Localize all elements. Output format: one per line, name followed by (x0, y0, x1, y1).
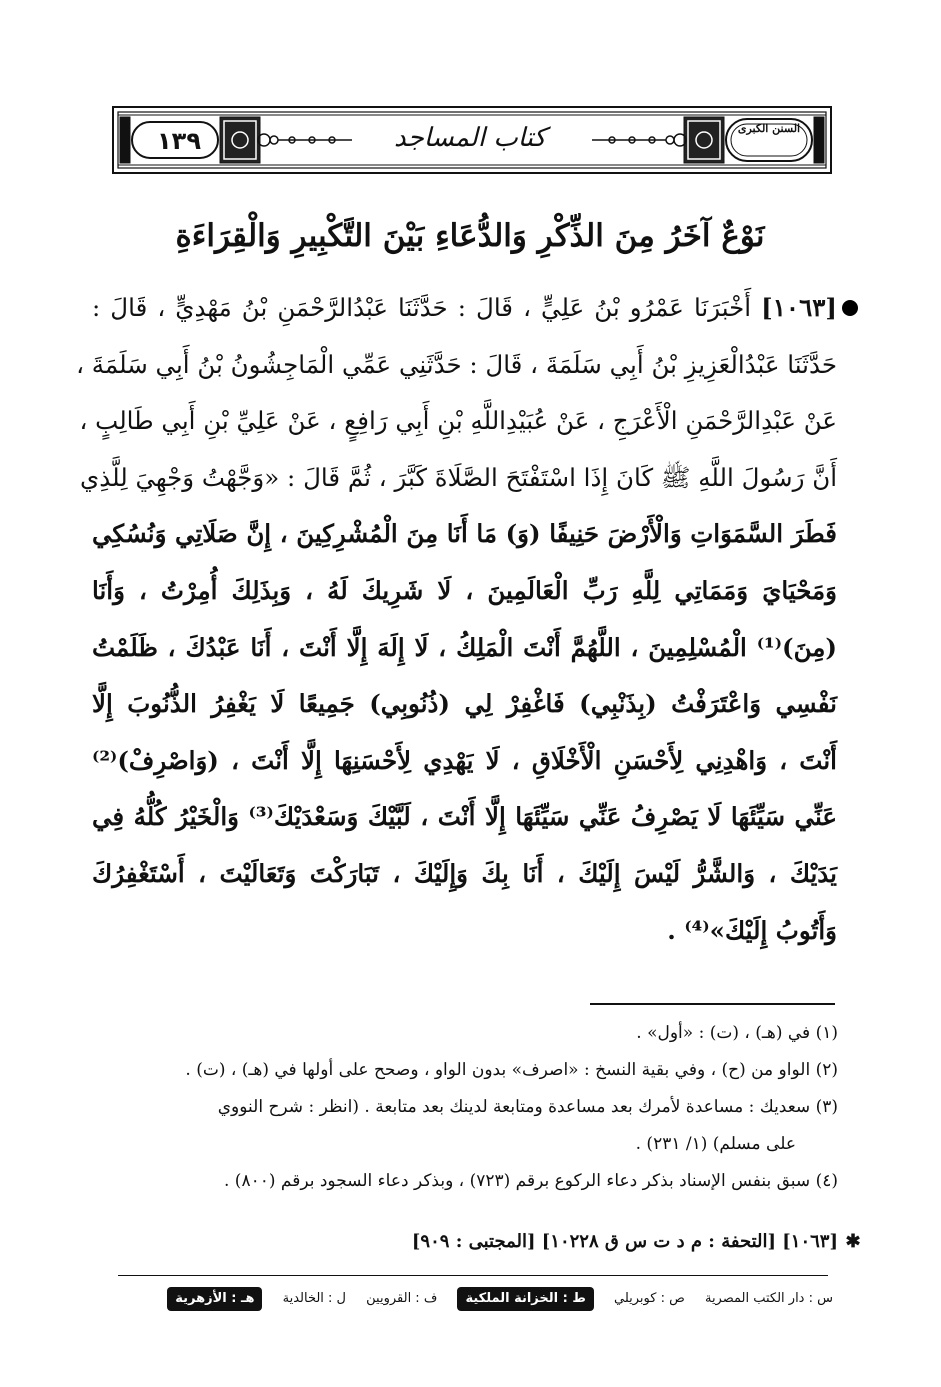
hadith-line-3: عَنْ عَبْدِالرَّحْمَنِ الْأَعْرَجِ ، عَنْ عُبَيْدِاللَّهِ بْنِ أَبِي رَافِعٍ ، عَنْ عَلِيِّ بْنِ أَبِي طَالِبٍ ، (79, 406, 837, 436)
hadith-line-1 (92, 280, 837, 337)
hadith-line-5: فَطَرَ السَّمَوَاتِ وَالْأَرْضَ حَنِيفًا (وَ) مَا أَنَا مِنَ الْمُشْرِكِينَ ، إِنَّ صَلَاتِي وَنُسُكِي (92, 519, 837, 549)
series-logo: السنن الكبرى (737, 122, 801, 135)
tuhfa-reference (400, 1225, 862, 1259)
hadith-bullet (842, 300, 858, 316)
manuscript-key (118, 1281, 833, 1317)
hadith-line-10: عَنِّي سَيِّئَهَا لَا يَصْرِفُ عَنِّي سَيِّئَهَا إِلَّا أَنْتَ ، لَبَّيْكَ وَسَعْدَيْكَ⁽³⁾ وَالْخَيْرُ كُلُّهُ فِي (92, 802, 837, 832)
key-item-sad: ص : كوبريلي (614, 1291, 685, 1306)
chapter-heading: نَوْعٌ آخَرُ مِنَ الذِّكْرِ وَالدُّعَاءِ بَيْنَ التَّكْبِيرِ وَالْقِرَاءَةِ (175, 218, 765, 254)
hadith-line-9: أَنْتَ ، وَاهْدِنِي لِأَحْسَنِ الْأَخْلَاقِ ، لَا يَهْدِي لِأَحْسَنِهَا إِلَّا أَنْتَ ، (وَاصْرِفْ)⁽²⁾ (92, 745, 837, 775)
hadith-line-6: وَمَحْيَايَ وَمَمَاتِي لِلَّهِ رَبِّ الْعَالَمِينَ ، لَا شَرِيكَ لَهُ ، وَبِذَلِكَ أُمِرْتُ ، وَأَنَا (92, 575, 837, 605)
hadith-line-text: أَخْبَرَنَا عَمْرُو بْنُ عَلِيٍّ ، قَالَ : حَدَّثَنَا عَبْدُالرَّحْمَنِ بْنُ مَهْدِيٍّ ، قَالَ : (92, 293, 752, 322)
footnote-1: (١) في (هـ) ، (ت) : «أول» . (636, 1023, 838, 1043)
hadith-line-8: نَفْسِي وَاعْتَرَفْتُ (بِذَنْبِي) فَاغْفِرْ لِي (ذُنُوبِي) جَمِيعًا لَا يَغْفِرُ الذُّنُوبَ إِلَّا (92, 689, 837, 719)
hadith-text (76, 280, 837, 959)
hadith-line-4: أَنَّ رَسُولَ اللَّهِ ﷺ كَانَ إِذَا اسْتَفْتَحَ الصَّلَاةَ كَبَّرَ ، ثُمَّ قَالَ : «وَجَّهْتُ وَجْهِيَ لِلَّذِي (80, 462, 837, 492)
page-number: ١٣٩ (157, 127, 201, 155)
book-title: كتاب المساجد (394, 123, 546, 153)
hadith-line-11: يَدَيْكَ ، وَالشَّرُّ لَيْسَ إِلَيْكَ ، أَنَا بِكَ وَإِلَيْكَ ، تَبَارَكْتَ وَتَعَالَيْتَ ، أَسْتَغْفِرُكَ (92, 858, 837, 888)
footnote-3-continued: على مسلم) (١/ ٢٣١) . (635, 1134, 796, 1154)
key-item-ta: ط : الخزانة الملكية (457, 1287, 593, 1311)
key-item-lam: ل : الخالدية (282, 1291, 346, 1306)
asterisk-icon: ✱ (845, 1231, 861, 1252)
hadith-line-12: وَأَتُوبُ إِلَيْكَ»⁽⁴⁾ . (667, 915, 837, 945)
footnote-2: (٢) الواو من (ح) ، وفي بقية النسخ : «اصرف» بدون الواو ، وصحح على أولها في (هـ) ، (ت) . (185, 1060, 838, 1080)
key-item-fa: ف : القرويين (366, 1291, 438, 1306)
hadith-number: [١٠٦٣] (761, 293, 837, 322)
footnote-4: (٤) سبق بنفس الإسناد بذكر دعاء الركوع برقم (٧٢٣) ، وبذكر دعاء السجود برقم (٨٠٠) . (224, 1171, 838, 1191)
key-divider (118, 1275, 828, 1276)
tuhfa-text: [١٠٦٣] [التحفة : م د ت س ق ١٠٢٢٨] [المجتبى : ٩٠٩] (411, 1231, 838, 1252)
footnotes (118, 1015, 838, 1200)
key-item-ha: هـ : الأزهرية (167, 1287, 262, 1311)
hadith-line-7: (مِنَ)⁽¹⁾ الْمُسْلِمِينَ ، اللَّهُمَّ أَنْتَ الْمَلِكُ ، لَا إِلَهَ إِلَّا أَنْتَ ، أَنَا عَبْدُكَ ، ظَلَمْتُ (92, 632, 837, 662)
footnote-3: (٣) سعديك : مساعدة لأمرك بعد مساعدة ومتابعة لدينك بعد متابعة . (انظر : شرح النووي (217, 1097, 838, 1117)
key-item-s: س : دار الكتب المصرية (704, 1291, 833, 1306)
footnote-divider (590, 1003, 835, 1005)
hadith-line-2: حَدَّثَنَا عَبْدُالْعَزِيزِ بْنُ أَبِي سَلَمَةَ ، قَالَ : حَدَّثَنِي عَمِّي الْمَاجِشُونُ بْنُ أَبِي سَلَمَةَ ، (76, 349, 837, 379)
